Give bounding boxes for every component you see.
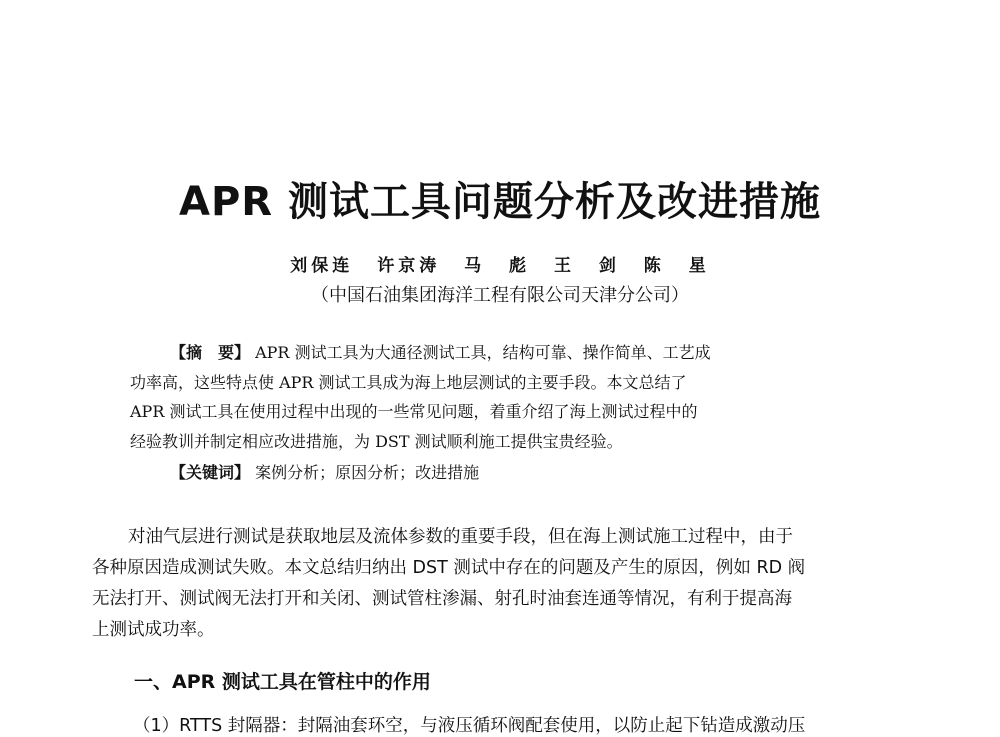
abstract-line: APR 测试工具在使用过程中出现的一些常见问题，着重介绍了海上测试过程中的 [130, 402, 698, 421]
paragraph-line: 上测试成功率。 [92, 620, 215, 640]
keywords-text: 案例分析；原因分析；改进措施 [255, 463, 480, 482]
abstract-line [130, 338, 860, 368]
section-first-line: （1）RTTS 封隔器：封隔油套环空，与液压循环阀配套使用，以防止起下钻造成激动压 [133, 716, 806, 736]
paragraph-line: 无法打开、测试阀无法打开和关闭、测试管柱渗漏、射孔时油套连通等情况，有利于提高海 [92, 589, 792, 609]
paper-title: APR 测试工具问题分析及改进措施 [179, 179, 821, 225]
abstract-line: 经验教训并制定相应改进措施，为 DST 测试顺利施工提供宝贵经验。 [130, 431, 623, 451]
abstract-block [130, 338, 860, 456]
intro-paragraph [92, 522, 912, 646]
section-heading: 一、APR 测试工具在管柱中的作用 [134, 671, 431, 693]
author-affiliation: （中国石油集团海洋工程有限公司天津分公司） [311, 285, 689, 306]
keywords-line [170, 458, 479, 488]
abstract-text: APR 测试工具为大通径测试工具，结构可靠、操作简单、工艺成 [255, 343, 711, 362]
abstract-line: 功率高，这些特点使 APR 测试工具成为海上地层测试的主要手段。本文总结了 [130, 372, 687, 392]
keywords-label: 【关键词】 [170, 463, 251, 482]
paragraph-line: 各种原因造成测试失败。本文总结归纳出 DST 测试中存在的问题及产生的原因，例如 RD 阀 [92, 558, 806, 578]
author-list: 刘保连 许京涛 马 彪 王 剑 陈 星 [290, 256, 710, 276]
abstract-label: 【摘 要】 [170, 343, 251, 362]
paragraph-line: 对油气层进行测试是获取地层及流体参数的重要手段，但在海上测试施工过程中，由于 [128, 527, 793, 547]
